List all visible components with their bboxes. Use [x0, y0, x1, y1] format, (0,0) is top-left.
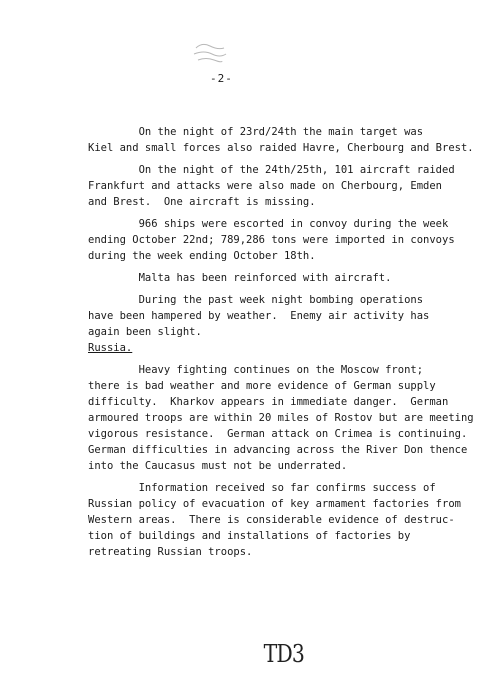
- text-line: tion of buildings and installations of factories by: [88, 530, 411, 542]
- russia-paragraph-1: [88, 362, 474, 474]
- faint-stamp-mark: [190, 40, 230, 66]
- text-line: vigorous resistance. German attack on Crimea is continuing.: [88, 428, 468, 440]
- text-line: retreating Russian troops.: [88, 546, 253, 558]
- handwritten-reference-mark: TD3: [263, 640, 304, 668]
- text-line: have been hampered by weather. Enemy air activity has: [88, 310, 430, 322]
- paragraph-3: [88, 216, 455, 264]
- text-line: and Brest. One aircraft is missing.: [88, 196, 316, 208]
- paragraph-1: [88, 124, 474, 156]
- text-line: On the night of the 24th/25th, 101 aircraft raided: [88, 164, 455, 176]
- document-body: [88, 124, 474, 560]
- text-line: armoured troops are within 20 miles of Rostov but are meeting: [88, 412, 474, 424]
- text-line: Malta has been reinforced with aircraft.: [88, 272, 392, 284]
- text-line: there is bad weather and more evidence of German supply: [88, 380, 436, 392]
- text-line: difficulty. Kharkov appears in immediate danger. German: [88, 396, 449, 408]
- text-line: German difficulties in advancing across the River Don thence: [88, 444, 468, 456]
- text-line: Frankfurt and attacks were also made on Cherbourg, Emden: [88, 180, 443, 192]
- text-line: ending October 22nd; 789,286 tons were imported in convoys: [88, 234, 455, 246]
- text-line: During the past week night bombing operations: [88, 294, 424, 306]
- text-line: Heavy fighting continues on the Moscow front;: [88, 364, 424, 376]
- page-number: -2-: [210, 72, 233, 85]
- russia-paragraph-2: [88, 480, 461, 560]
- text-line: Kiel and small forces also raided Havre, Cherbourg and Brest.: [88, 142, 474, 154]
- text-line: 966 ships were escorted in convoy during the week: [88, 218, 449, 230]
- text-line: Information received so far confirms success of: [88, 482, 436, 494]
- text-line: again been slight.: [88, 326, 202, 338]
- text-line: On the night of 23rd/24th the main target was: [88, 126, 424, 138]
- text-line: into the Caucasus must not be underrated.: [88, 460, 348, 472]
- section-heading-russia: Russia.: [88, 342, 133, 354]
- paragraph-2: [88, 162, 455, 210]
- text-line: during the week ending October 18th.: [88, 250, 316, 262]
- text-line: Western areas. There is considerable evidence of destruc-: [88, 514, 455, 526]
- paragraph-4: [88, 270, 448, 286]
- paragraph-5: [88, 292, 448, 340]
- text-line: Russian policy of evacuation of key armament factories from: [88, 498, 461, 510]
